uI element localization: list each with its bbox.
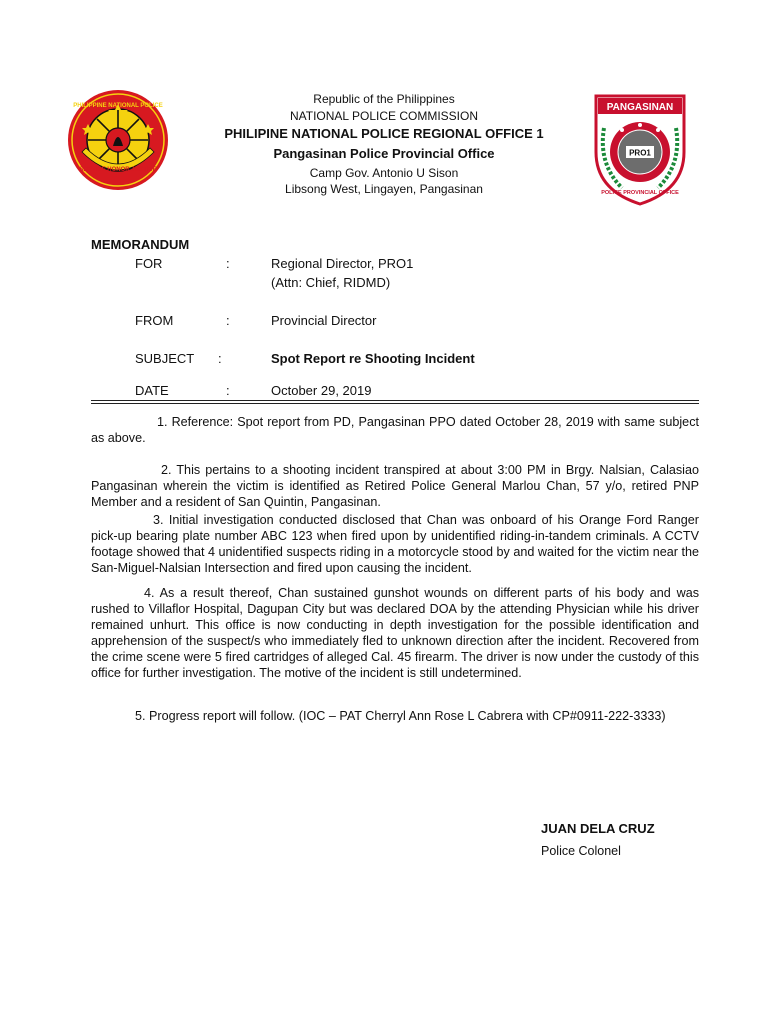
from-value: Provincial Director <box>271 313 377 328</box>
header-provincial-office: Pangasinan Police Provincial Office <box>273 146 495 161</box>
for-colon: : <box>226 256 230 271</box>
date-label: DATE <box>135 383 169 398</box>
shield-center-text: PRO1 <box>629 148 651 158</box>
header-divider-top <box>91 400 699 401</box>
header-address: Libsong West, Lingayen, Pangasinan <box>285 182 483 196</box>
paragraph-4: 4. As a result thereof, Chan sustained gunshot wounds on different parts of his body and was rushed to Villaflor Hospital, Dagupan City but was declared DOA by the attending Physician while his driver remained unhurt. This office is now conducting in depth investigation for the possible identification and apprehension of the suspect/s who immediately fled to unknown direction after the incident. Recovered from the crime scene were 5 fired cartridges of alleged Cal. 45 firearm. The driver is now under the custody of this office for further investigation. The motive of the incident is still undetermined. <box>91 586 699 680</box>
seal-top-text: PHILIPPINE NATIONAL POLICE <box>73 103 163 109</box>
seal-motto: SERVICE HONOR JUSTICE <box>79 167 157 173</box>
paragraph-3: 3. Initial investigation conducted disclosed that Chan was onboard of his Orange Ford Ranger pick-up bearing plate number ABC 123 when fired upon by unidentified riding-in-tandem criminals. A CCTV footage showed that 4 unidentified suspects riding in a motorcycle stood by and waited for the victim near the San-Miguel-Nalsian Intersection and fired upon causing the incident. <box>91 513 699 575</box>
for-value: Regional Director, PRO1 <box>271 256 414 271</box>
from-label: FROM <box>135 313 174 328</box>
subject-colon: : <box>218 351 222 366</box>
memo-title: MEMORANDUM <box>91 237 190 252</box>
for-attn-value: (Attn: Chief, RIDMD) <box>271 275 391 290</box>
header-napolcom: NATIONAL POLICE COMMISSION <box>289 109 479 123</box>
from-colon: : <box>226 313 230 328</box>
paragraph-5: 5. Progress report will follow. (IOC – PAT Cherryl Ann Rose L Cabrera with CP#0911-222-3333) <box>135 709 666 723</box>
subject-label: SUBJECT <box>135 351 195 366</box>
header-regional-office: PHILIPINE NATIONAL POLICE REGIONAL OFFICE 1 <box>224 126 544 141</box>
for-label: FOR <box>135 256 163 271</box>
shield-arc-text: POLICE PROVINCIAL OFFICE <box>601 190 679 196</box>
shield-banner: PANGASINAN <box>606 102 674 113</box>
header-divider-bottom <box>91 403 699 404</box>
date-colon: : <box>226 383 230 398</box>
paragraph-1: 1. Reference: Spot report from PD, Pangasinan PPO dated October 28, 2019 with same subject as above. <box>91 415 699 445</box>
header-camp: Camp Gov. Antonio U Sison <box>309 166 459 180</box>
date-value: October 29, 2019 <box>271 383 372 398</box>
signatory-name: JUAN DELA CRUZ <box>541 821 655 836</box>
header-republic: Republic of the Philippines <box>313 92 455 106</box>
pnp-seal-logo <box>66 88 170 192</box>
paragraph-2: 2. This pertains to a shooting incident transpired at about 3:00 PM in Brgy. Nalsian, Calasiao Pangasinan wherein the victim is identified as Retired Police General Marlou Chan, 57 y/o, retired PNP Member and a resident of San Quintin, Pangasinan. <box>91 463 699 509</box>
subject-value: Spot Report re Shooting Incident <box>271 351 475 366</box>
pangasinan-ppo-shield-logo <box>592 94 688 206</box>
signatory-rank: Police Colonel <box>541 844 621 858</box>
